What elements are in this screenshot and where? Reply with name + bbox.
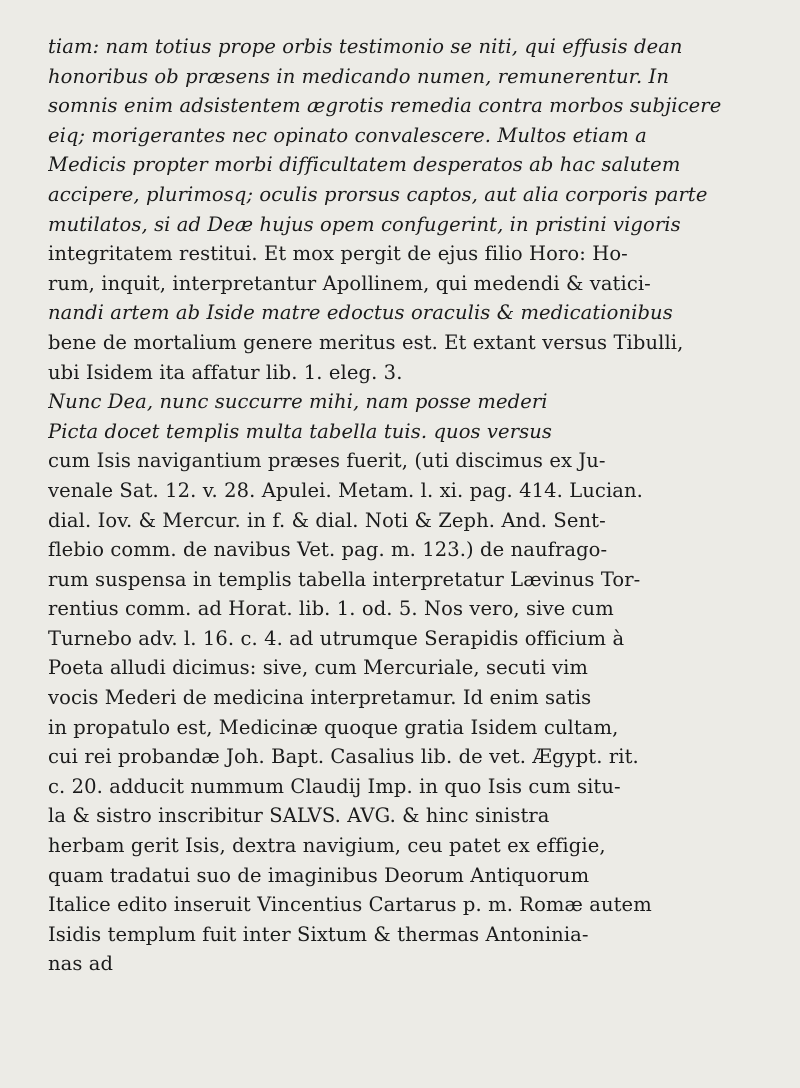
text-line: flebio comm. de navibus Vet. pag. m. 123.) de naufrago- (48, 538, 608, 562)
text-line: Picta docet templis multa tabella tuis. quos versus (48, 419, 552, 443)
text-line: c. 20. adducit nummum Claudij Imp. in quo Isis cum situ- (48, 774, 621, 798)
text-line: rum, inquit, interpretantur Apollinem, qui medendi & vatici- (48, 271, 651, 295)
latin-text-body (48, 32, 788, 979)
text-line: Turnebo adv. l. 16. c. 4. ad utrumque Serapidis officium à (48, 626, 625, 650)
text-line: accipere, plurimosq; oculis prorsus captos, aut alia corporis parte (48, 182, 708, 206)
text-line: Poeta alludi dicimus: sive, cum Mercuriale, secuti vim (48, 656, 589, 680)
text-line: nas ad (48, 952, 114, 976)
text-line: nandi artem ab Iside matre edoctus oraculis & medicationibus (48, 301, 673, 325)
text-line: Medicis propter morbi difficultatem desperatos ab hac salutem (48, 153, 681, 177)
text-line: quam tradatui suo de imaginibus Deorum Antiquorum (48, 863, 590, 887)
text-line: Isidis templum fuit inter Sixtum & thermas Antoninia- (48, 922, 589, 946)
text-line: ubi Isidem ita affatur lib. 1. eleg. 3. (48, 360, 403, 384)
text-line: honoribus ob præsens in medicando numen, remunerentur. In (48, 64, 670, 88)
text-line: integritatem restitui. Et mox pergit de ejus filio Horo: Ho- (48, 242, 628, 266)
text-line: Nunc Dea, nunc succurre mihi, nam posse mederi (48, 390, 548, 414)
text-line: mutilatos, si ad Deæ hujus opem confugerint, in pristini vigoris (48, 212, 681, 236)
text-line: rum suspensa in templis tabella interpretatur Lævinus Tor- (48, 567, 641, 591)
text-line: venale Sat. 12. v. 28. Apulei. Metam. l. xi. pag. 414. Lucian. (48, 478, 643, 502)
text-line: in propatulo est, Medicinæ quoque gratia Isidem cultam, (48, 715, 619, 739)
text-line: cui rei probandæ Joh. Bapt. Casalius lib. de vet. Ægypt. rit. (48, 745, 639, 769)
text-line: eiq; morigerantes nec opinato convalescere. Multos etiam a (48, 123, 647, 147)
text-line: herbam gerit Isis, dextra navigium, ceu patet ex effigie, (48, 834, 606, 858)
text-line: vocis Mederi de medicina interpretamur. Id enim satis (48, 686, 592, 710)
text-line: bene de mortalium genere meritus est. Et extant versus Tibulli, (48, 330, 684, 354)
page-shadow (0, 998, 800, 1088)
text-line: Italice edito inseruit Vincentius Cartarus p. m. Romæ autem (48, 893, 652, 917)
text-line: dial. Iov. & Mercur. in f. & dial. Noti & Zeph. And. Sent- (48, 508, 606, 532)
text-line: somnis enim adsistentem ægrotis remedia contra morbos subjicere (48, 94, 722, 118)
text-line: la & sistro inscribitur SALVS. AVG. & hinc sinistra (48, 804, 550, 828)
text-line: cum Isis navigantium præses fuerit, (uti discimus ex Ju- (48, 449, 606, 473)
text-line: rentius comm. ad Horat. lib. 1. od. 5. Nos vero, sive cum (48, 597, 614, 621)
text-line: tiam: nam totius prope orbis testimonio se niti, qui effusis dean (48, 35, 683, 58)
